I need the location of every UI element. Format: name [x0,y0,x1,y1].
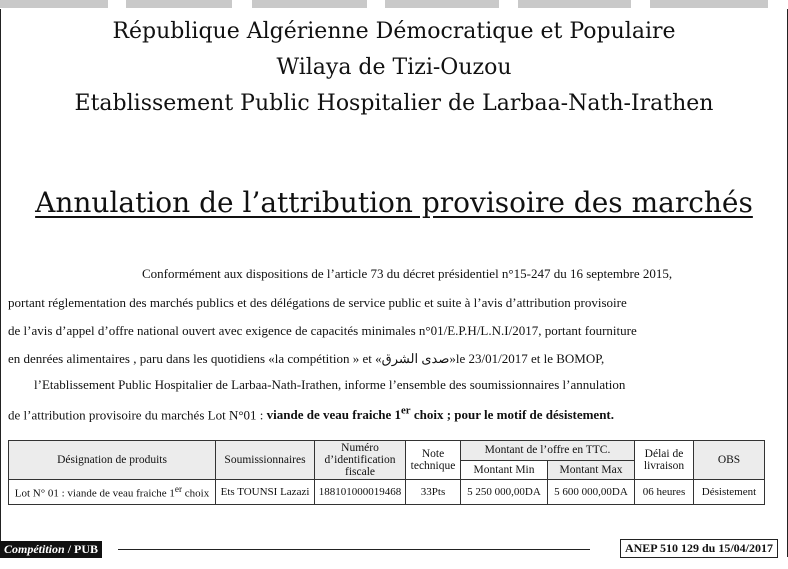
cell-designation [9,480,216,505]
footer-divider [118,549,590,550]
arabic-newspaper-name: صدى الشرق [381,351,450,366]
cell-delai: 06 heures [635,480,694,505]
body-line-4 [8,351,604,367]
anep-reference: ANEP 510 129 du 15/04/2017 [620,539,778,558]
lot-reason: choix ; pour le motif de désistement. [410,407,615,423]
body-line-6-start: de l’attribution provisoire du marchés Lot N°01 : [8,407,264,423]
cropped-block [518,0,631,8]
publisher-name: Compétition [4,542,65,556]
cell-obs: Désistement [694,480,765,505]
cropped-block [126,0,232,8]
col-obs: OBS [694,441,765,480]
body-line-4-start: en denrées alimentaires , paru dans les quotidiens «la compétition » et « [8,351,382,366]
cell-soumissionnaire: Ets TOUNSI Lazazi [216,480,315,505]
cell-nif: 188101000019468 [315,480,406,505]
cropped-block [385,0,499,8]
col-soumissionnaires: Soumissionnaires [216,441,315,480]
body-line-5: l’Etablissement Public Hospitalier de Larbaa-Nath-Irathen, informe l’ensemble des soumissionnaires l’annulation [34,377,626,392]
cropped-block [252,0,367,8]
cell-designation-sup: er [174,484,183,495]
body-line-1: Conformément aux dispositions de l’article 73 du décret présidentiel n°15-247 du 16 septembre 2015, [142,266,673,281]
body-line-2: portant réglementation des marchés publics et des délégations de service public et suite à l’avis d’attribution provisoire [8,295,627,310]
col-max: Montant Max [548,460,635,480]
col-delai: Délai de livraison [635,441,694,480]
col-montant: Montant de l’offre en TTC. [461,441,635,461]
cropped-block [650,0,768,8]
cropped-block [0,0,108,8]
cell-min: 5 250 000,00DA [461,480,548,505]
body-line-4-end: »le 23/01/2017 et le BOMOP, [449,351,605,366]
lot-product [267,407,614,422]
body-line-6 [8,405,614,423]
col-note: Note technique [406,441,461,480]
notice-headline: Annulation de l’attribution provisoire des marchés [35,186,753,219]
cell-note: 33Pts [406,480,461,505]
cell-designation-end: choix [182,487,210,500]
col-min: Montant Min [461,460,548,480]
lot-product-text: viande de veau fraiche 1 [266,407,401,423]
publisher-tag [0,541,102,558]
col-designation: Désignation de produits [9,441,216,480]
table-row [9,480,765,505]
col-nif: Numéro d’identification fiscale [315,441,406,480]
body-line-3: de l’avis d’appel d’offre national ouvert avec exigence de capacités minimales n°01/E.P.H/L.N.I/2017, portant fourniture [8,323,637,338]
cell-designation-text: Lot N° 01 : viande de veau fraiche 1 [14,487,175,500]
lot-product-sup: er [400,405,411,417]
bid-table [8,440,765,505]
publisher-suffix: / PUB [64,542,99,556]
cell-max: 5 600 000,00DA [548,480,635,505]
header-establishment: Etablissement Public Hospitalier de Larbaa-Nath-Irathen [74,91,714,116]
cropped-previous-ad-strip [0,0,788,9]
header-wilaya: Wilaya de Tizi-Ouzou [276,55,512,80]
header-republic: République Algérienne Démocratique et Populaire [112,19,676,44]
